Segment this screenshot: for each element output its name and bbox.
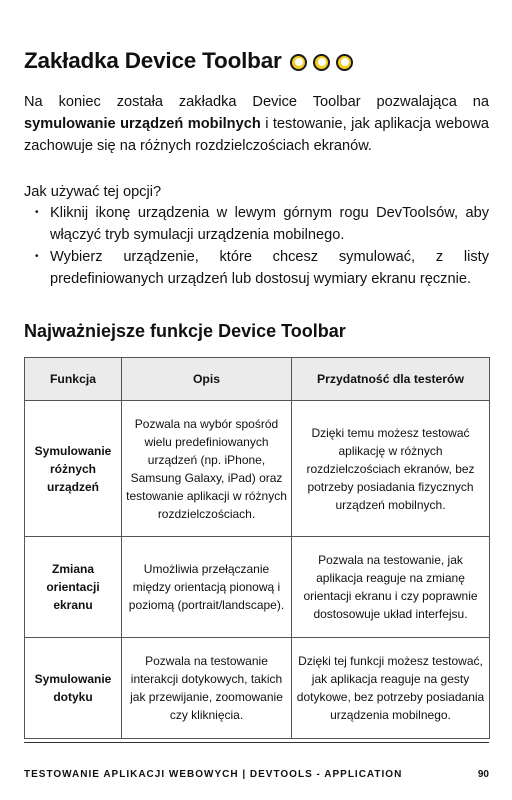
cell-usefulness: Pozwala na testowanie, jak aplikacja reaguje na zmianę orientacji ekranu i czy poprawnie dostosowuje układ interfejsu. [292,537,490,638]
header-usefulness: Przydatność dla testerów [292,358,490,401]
cell-feature: Symulowanie dotyku [25,638,122,739]
title-decoration [290,54,353,71]
page-title-text: Zakładka Device Toolbar [24,48,282,73]
table-row [25,401,490,537]
intro-bold-text: symulowanie urządzeń mobilnych [24,116,261,132]
cell-usefulness: Dzięki tej funkcji możesz testować, jak aplikacja reaguje na gesty dotykowe, bez potrzeby posiadania urządzenia mobilnego. [292,638,490,739]
intro-text-1: Na koniec została zakładka Device Toolbar pozwalająca na [24,94,489,110]
table-row [25,537,490,638]
cell-feature: Symulowanie różnych urządzeń [25,401,122,537]
cell-description: Umożliwia przełączanie między orientacją pionową i poziomą (portrait/landscape). [122,537,292,638]
header-description: Opis [122,358,292,401]
bullet-icon: • [35,207,39,218]
intro-text-2: i testowanie, jak aplikacja webowa zachowuje się na różnych rozdzielczościach ekranów. [24,116,489,154]
table-header-row [25,358,490,401]
table-row [25,638,490,739]
cell-description: Pozwala na wybór spośród wielu predefiniowanych urządzeń (np. iPhone, Samsung Galaxy, iPad) oraz testowanie aplikacji w różnych rozdzielczościach. [122,401,292,537]
footer-divider [24,742,489,743]
intro-paragraph [24,91,489,157]
cell-description: Pozwala na testowanie interakcji dotykowych, takich jak przewijanie, zoomowanie czy kliknięcia. [122,638,292,739]
header-feature: Funkcja [25,358,122,401]
bullet-icon: • [35,251,39,262]
page-footer [24,769,489,780]
steps-list [24,202,489,290]
page-title [24,48,353,74]
circle-icon [313,54,330,71]
circle-icon [336,54,353,71]
cell-usefulness: Dzięki temu możesz testować aplikację w różnych rozdzielczościach ekranów, bez potrzeby posiadania fizycznych urządzeń mobilnych. [292,401,490,537]
footer-text: TESTOWANIE APLIKACJI WEBOWYCH | DEVTOOLS - APPLICATION [24,769,403,780]
section-heading: Najważniejsze funkcje Device Toolbar [24,321,346,341]
list-item [24,202,489,246]
question-text: Jak używać tej opcji? [24,184,162,200]
step-text: Wybierz urządzenie, które chcesz symulować, z listy predefiniowanych urządzeń lub dostosuj wymiary ekranu ręcznie. [50,249,489,287]
features-table [24,357,490,739]
cell-feature: Zmiana orientacji ekranu [25,537,122,638]
step-text: Kliknij ikonę urządzenia w lewym górnym rogu DevToolsów, aby włączyć tryb symulacji urządzenia mobilnego. [50,205,489,243]
page-number: 90 [477,769,489,780]
list-item [24,246,489,290]
circle-icon [290,54,307,71]
